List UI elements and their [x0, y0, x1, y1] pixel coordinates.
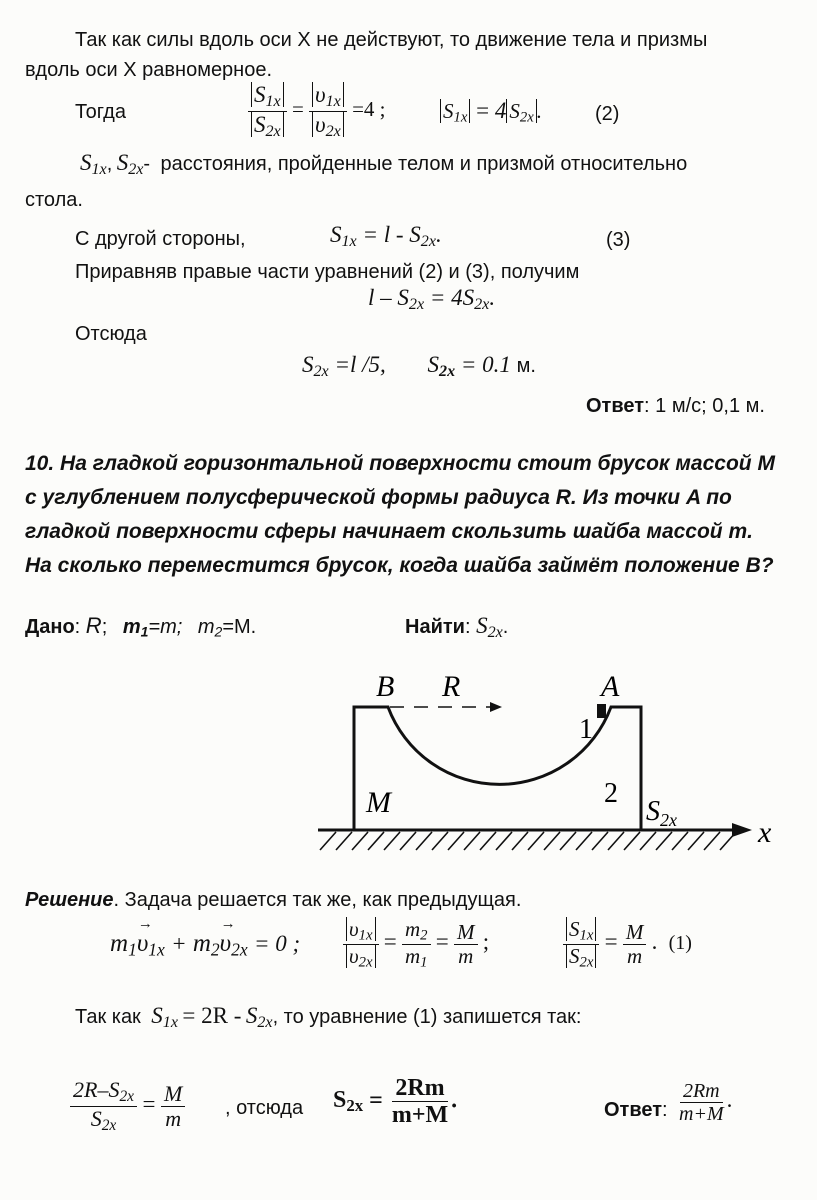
equation-2: $\frac{S_{1x}}{S_{2x}}$ = $\frac{\upsilon_{1x}}{\upsilon_{2x}}$ =4 ; — [248, 82, 386, 140]
final-result: $S_{2x}$ = $\frac{2Rm}{m+M}$ . — [333, 1075, 458, 1129]
puck — [597, 704, 606, 718]
otsyuda-text: , отсюда — [225, 1097, 304, 1119]
label-x: x — [758, 816, 772, 849]
paragraph-line: вдоль оси X равномерное. — [25, 59, 273, 81]
label-b: B — [376, 670, 395, 703]
x-axis-arrowhead — [732, 823, 752, 837]
paragraph-line: стола. — [25, 189, 83, 211]
label-m: M — [366, 786, 391, 819]
paragraph-line: Так как $S_{1x} = 2R - S_{2x}$, то уравнение (1) запишется так: — [75, 1003, 582, 1032]
equation-1-ratios: $\frac{\upsilon_{1x}}{\upsilon_{2x}}$ = $\frac{m_2}{m_1}$ = $\frac{M}{m}$ ; — [343, 918, 489, 971]
label-r: R — [442, 670, 461, 703]
equation-number: (3) — [606, 229, 631, 251]
equation-lead: С другой стороны, — [75, 228, 246, 250]
label-1: 1 — [579, 714, 593, 745]
radius-arrowhead — [490, 702, 502, 712]
equation-lead: Тогда — [75, 101, 126, 123]
task-line: гладкой поверхности сферы начинает скользить шайба массой m. — [25, 520, 753, 543]
equation-1-ratio-s: $\frac{S_{1x}}{S_{2x}}$ = $\frac{M}{m}$ . (1) — [563, 918, 692, 971]
block-hemisphere-figure — [300, 660, 800, 860]
label-s2x: $S_{2x}$ — [646, 796, 677, 830]
equation-1-momentum: $m_1\to \upsilon_{1x} + m_2\to \upsilon_{2x} = 0$ ; — [110, 930, 300, 960]
paragraph-line: Приравняв правые части уравнений (2) и (3), получим — [75, 261, 580, 283]
final-equation: $\frac{2R-S_{2x}}{S_{2x}}$ = $\frac{M}{m}$ — [70, 1078, 185, 1135]
label-2: 2 — [604, 778, 618, 809]
label-a: A — [601, 670, 620, 703]
paragraph-line: $S_{1x}$, $S_{2x}-$ расстояния, пройденные телом и призмой относительно — [80, 150, 688, 179]
ground-hatching — [320, 832, 736, 850]
equation-4: $l - S_{2x} = 4S_{2x}$. — [368, 285, 496, 314]
solution-line: Решение. Задача решается так же, как предыдущая. — [25, 889, 522, 911]
block-outline — [354, 707, 641, 830]
given-line: Дано: R; $m_1=m$; $m_2=M$. — [25, 613, 257, 640]
answer-line: Ответ: 1 м/с; 0,1 м. — [586, 395, 765, 417]
equation-2-rhs: $S_{1x} = 4$ $S_{2x}$ . — [440, 98, 542, 127]
equation-number: (2) — [595, 103, 620, 125]
find-line: Найти: $S_{2x}$. — [405, 613, 509, 642]
task-line: с углублением полусферической формы радиуса R. Из точки A по — [25, 486, 732, 509]
task-line: 10. На гладкой горизонтальной поверхности стоит брусок массой M — [25, 452, 775, 475]
answer-fraction: $\frac{2Rm}{m+M}$ . — [679, 1080, 733, 1125]
task-line: На сколько переместится брусок, когда шайба займёт положение B? — [25, 554, 774, 577]
paragraph-line: Так как силы вдоль оси X не действуют, то движение тела и призмы — [75, 29, 708, 51]
equation-3: $S_{1x} = l - S_{2x}$. — [330, 222, 442, 251]
answer-label: Ответ: — [604, 1099, 668, 1121]
equation-5: $S_{2x} =l$ /5, $S_{2x} = 0.1$ м. — [302, 352, 536, 381]
paragraph-line: Отсюда — [75, 323, 147, 345]
